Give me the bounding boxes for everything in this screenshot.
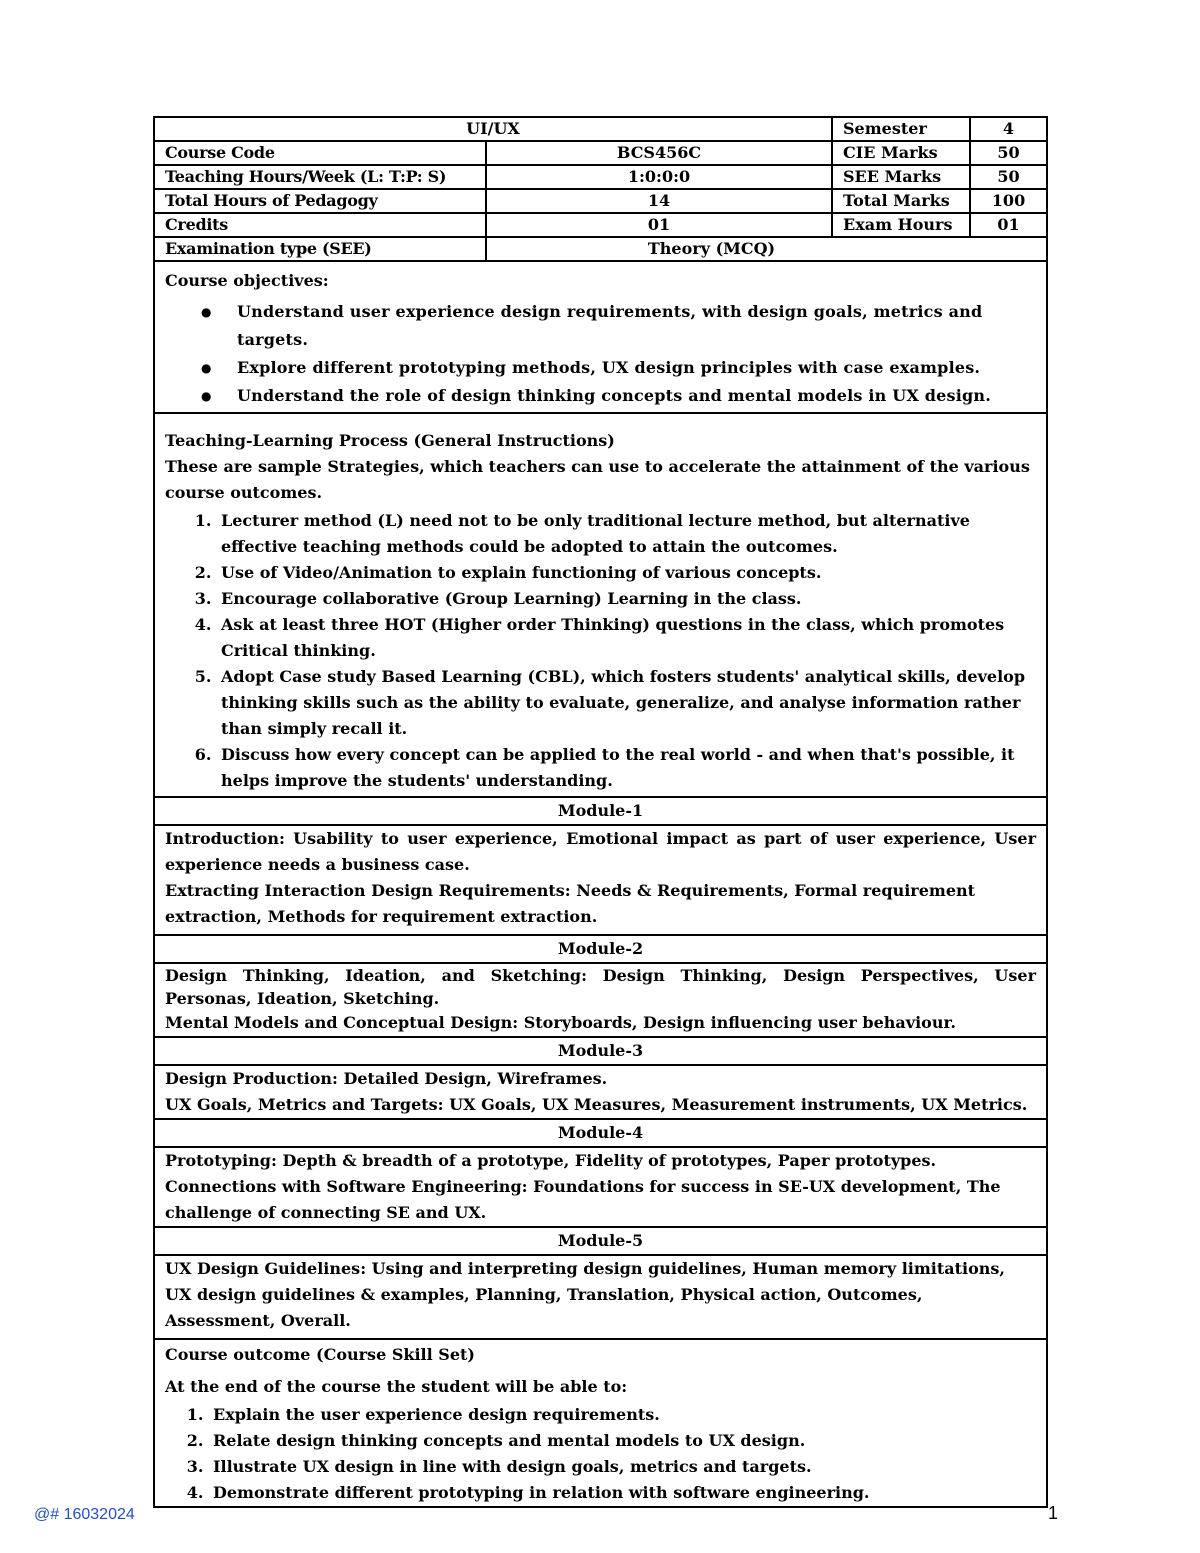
tlp-cell (154, 413, 1047, 797)
info-value: BCS456C (486, 141, 832, 165)
info-row (154, 213, 1047, 237)
document-code: @# 16032024 (34, 1506, 135, 1523)
title-row (154, 117, 1047, 141)
tlp-heading: Teaching-Learning Process (General Instructions) (165, 431, 615, 450)
marks-label: Exam Hours (832, 213, 970, 237)
marks-label: Total Marks (832, 189, 970, 213)
module-5-content (154, 1255, 1047, 1339)
module-4-title: Module-4 (154, 1119, 1047, 1147)
module-content-row (154, 1065, 1047, 1119)
objective-item: ● Understand user experience design requirements, with design goals, metrics and targets. (237, 298, 1036, 354)
module-title-row (154, 935, 1047, 963)
tlp-row (154, 413, 1047, 797)
module-5-title: Module-5 (154, 1227, 1047, 1255)
outcomes-list (165, 1402, 1036, 1506)
module-content-row (154, 1147, 1047, 1227)
semester-value: 4 (970, 117, 1047, 141)
page-number: 1 (1048, 1503, 1059, 1523)
module-paragraph: Connections with Software Engineering: Foundations for success in SE-UX development, The challenge of connecting SE and UX. (165, 1177, 1001, 1222)
module-title-row (154, 1227, 1047, 1255)
info-row (154, 165, 1047, 189)
course-title: UI/UX (154, 117, 832, 141)
info-value: 14 (486, 189, 832, 213)
module-content-row (154, 825, 1047, 935)
info-value: 1:0:0:0 (486, 165, 832, 189)
objective-item: ● Explore different prototyping methods, UX design principles with case examples. (237, 354, 1036, 382)
module-1-title: Module-1 (154, 797, 1047, 825)
outcomes-intro: At the end of the course the student will be able to: (165, 1377, 628, 1396)
tlp-intro: These are sample Strategies, which teachers can use to accelerate the attainment of the various course outcomes. (165, 457, 1030, 502)
tlp-item: 3. Encourage collaborative (Group Learning) Learning in the class. (217, 586, 1036, 612)
info-label: Course Code (154, 141, 486, 165)
module-2-title: Module-2 (154, 935, 1047, 963)
outcome-item: 1. Explain the user experience design requirements. (209, 1402, 1036, 1428)
module-title-row (154, 1119, 1047, 1147)
module-title-row (154, 797, 1047, 825)
exam-type-value: Theory (MCQ) (486, 237, 1047, 261)
outcomes-heading: Course outcome (Course Skill Set) (165, 1345, 475, 1364)
outcome-item: 2. Relate design thinking concepts and mental models to UX design. (209, 1428, 1036, 1454)
semester-label: Semester (832, 117, 970, 141)
outcomes-row (154, 1339, 1047, 1507)
module-3-title: Module-3 (154, 1037, 1047, 1065)
objectives-row (154, 261, 1047, 413)
info-value: 01 (486, 213, 832, 237)
course-table (153, 116, 1048, 1508)
tlp-item: 6. Discuss how every concept can be applied to the real world - and when that's possible, it helps improve the students' understanding. (217, 742, 1036, 794)
module-3-content (154, 1065, 1047, 1119)
module-4-content (154, 1147, 1047, 1227)
module-paragraph: Introduction: Usability to user experience, Emotional impact as part of user experience, User experience needs a business case. (165, 829, 1036, 874)
marks-value: 100 (970, 189, 1047, 213)
tlp-item: 5. Adopt Case study Based Learning (CBL), which fosters students' analytical skills, develop thinking skills such as the ability to evaluate, generalize, and analyse information rather than simply recall it. (217, 664, 1036, 742)
outcome-item: 3. Illustrate UX design in line with design goals, metrics and targets. (209, 1454, 1036, 1480)
marks-value: 01 (970, 213, 1047, 237)
objectives-heading: Course objectives: (165, 271, 329, 290)
objectives-cell (154, 261, 1047, 413)
module-paragraph: Mental Models and Conceptual Design: Storyboards, Design influencing user behaviour. (165, 1013, 956, 1032)
module-content-row (154, 963, 1047, 1037)
exam-type-row (154, 237, 1047, 261)
info-label: Teaching Hours/Week (L: T:P: S) (154, 165, 486, 189)
module-1-content (154, 825, 1047, 935)
marks-label: SEE Marks (832, 165, 970, 189)
module-paragraph: Prototyping: Depth & breadth of a prototype, Fidelity of prototypes, Paper prototypes. (165, 1151, 937, 1170)
info-label: Credits (154, 213, 486, 237)
info-row (154, 189, 1047, 213)
outcome-item: 4. Demonstrate different prototyping in relation with software engineering. (209, 1480, 1036, 1506)
marks-label: CIE Marks (832, 141, 970, 165)
module-paragraph: Design Production: Detailed Design, Wireframes. (165, 1069, 608, 1088)
module-paragraph: Design Thinking, Ideation, and Sketching: Design Thinking, Design Perspectives, User Personas, Ideation, Sketching. (165, 966, 1036, 1008)
marks-value: 50 (970, 141, 1047, 165)
tlp-item: 4. Ask at least three HOT (Higher order Thinking) questions in the class, which promotes Critical thinking. (217, 612, 1036, 664)
tlp-item: 1. Lecturer method (L) need not to be only traditional lecture method, but alternative effective teaching methods could be adopted to attain the outcomes. (217, 508, 1036, 560)
tlp-list (165, 508, 1036, 794)
info-row (154, 141, 1047, 165)
marks-value: 50 (970, 165, 1047, 189)
tlp-item: 2. Use of Video/Animation to explain functioning of various concepts. (217, 560, 1036, 586)
module-content-row (154, 1255, 1047, 1339)
exam-type-label: Examination type (SEE) (154, 237, 486, 261)
objective-item: ● Understand the role of design thinking concepts and mental models in UX design. (237, 382, 1036, 410)
module-paragraph: Extracting Interaction Design Requirements: Needs & Requirements, Formal requirement extraction, Methods for requirement extraction. (165, 881, 976, 926)
info-label: Total Hours of Pedagogy (154, 189, 486, 213)
module-paragraph: UX Goals, Metrics and Targets: UX Goals, UX Measures, Measurement instruments, UX Metrics. (165, 1095, 1028, 1114)
module-2-content (154, 963, 1047, 1037)
outcomes-cell (154, 1339, 1047, 1507)
module-title-row (154, 1037, 1047, 1065)
objectives-list (165, 298, 1036, 410)
module-paragraph: UX Design Guidelines: Using and interpreting design guidelines, Human memory limitations, UX design guidelines & examples, Planning, Translation, Physical action, Outcomes, Assessment, Overall. (165, 1259, 1005, 1330)
